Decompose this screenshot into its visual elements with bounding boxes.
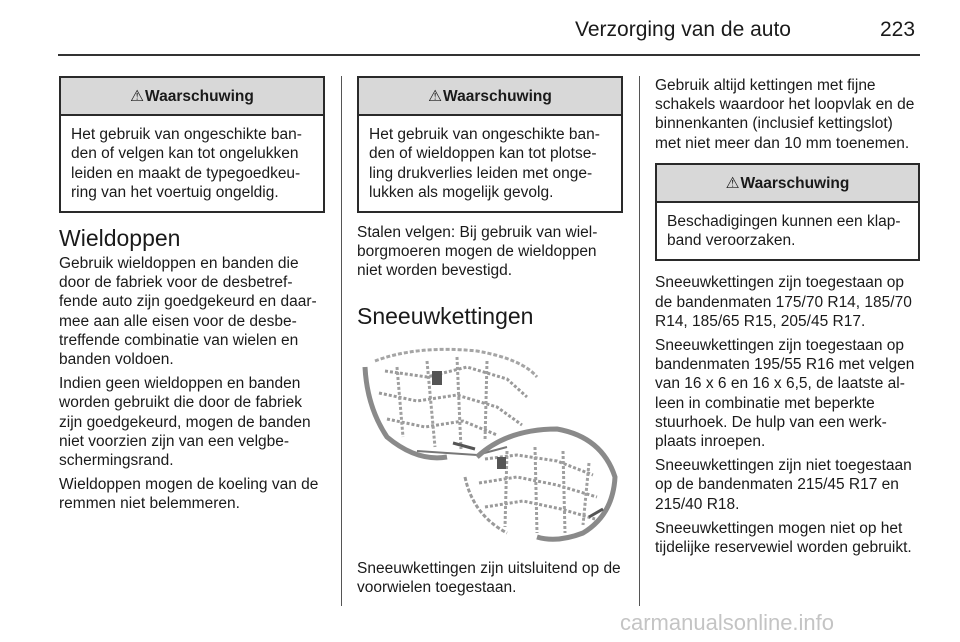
warning-box: [655, 163, 920, 262]
warning-triangle-icon: ⚠: [130, 88, 145, 105]
paragraph: Sneeuwkettingen zijn toegestaan op de bandenmaten 175/70 R14, 185/70 R14, 185/65 R15, 205/45 R17.: [655, 274, 912, 330]
warning-header: [359, 78, 621, 116]
column-2: [357, 76, 623, 602]
warning-header: [657, 165, 918, 203]
warning-triangle-icon: ⚠: [428, 88, 443, 105]
warning-box: [59, 76, 325, 213]
warning-text: Het gebruik van ongeschikte ban-den of velgen kan tot ongelukken leiden en maakt de typegoedkeu-ring van het voertuig ongeldig.: [71, 126, 302, 201]
column-1: [59, 76, 325, 519]
warning-triangle-icon: ⚠: [725, 174, 740, 192]
section-heading-sneeuwkettingen: Sneeuwkettingen: [357, 302, 534, 329]
warning-title: Waarschuwing: [740, 174, 850, 192]
snow-chains-illustration: [357, 337, 621, 547]
paragraph: Sneeuwkettingen zijn toegestaan op bandenmaten 195/55 R16 met velgen van 16 x 6 en 16 x 6,5, de laatste al-leen in combinatie met beperkte stuurhoek. De hulp van een werk-plaats inroepen.: [655, 337, 915, 451]
paragraph: Stalen velgen: Bij gebruik van wiel-borgmoeren mogen de wieldoppen niet worden bevestigd.: [357, 224, 598, 280]
paragraph: Gebruik altijd kettingen met fijne schakels waardoor het loopvlak en de binnenkanten (inclusief kettingslot) met niet meer dan 10 mm toenemen.: [655, 77, 915, 152]
page-number: 223: [880, 18, 916, 41]
warning-title: Waarschuwing: [145, 88, 254, 105]
figure-caption: Sneeuwkettingen zijn uitsluitend op de voorwielen toegestaan.: [357, 559, 621, 596]
paragraph: Gebruik wieldoppen en banden die door de fabriek voor de desbetref-fende auto zijn goedgekeurd en daar-mee aan alle eisen voor de desbe-treffende combinatie van wielen en banden voldoen.: [59, 255, 317, 369]
warning-text: Het gebruik van ongeschikte ban-den of wieldoppen kan tot plotse-ling drukverlies leiden met onge-lukken als mogelijk gevolg.: [369, 126, 600, 201]
watermark: carmanualsonline.info: [620, 610, 835, 635]
paragraph: Sneeuwkettingen mogen niet op het tijdelijke reservewiel worden gebruikt.: [655, 519, 912, 557]
column-divider: [341, 76, 342, 606]
warning-title: Waarschuwing: [443, 88, 552, 105]
page-header-title: Verzorging van de auto: [575, 18, 791, 41]
section-heading-wieldoppen: Wieldoppen: [59, 225, 181, 252]
column-divider: [639, 76, 640, 606]
warning-box: [357, 76, 623, 213]
paragraph: Indien geen wieldoppen en banden worden gebruikt die door de fabriek zijn goedgekeurd, mogen de banden niet voorzien zijn van een velgbe-schermingsrand.: [59, 375, 311, 470]
column-3: [655, 76, 920, 562]
warning-text: Beschadigingen kunnen een klap-band veroorzaken.: [667, 213, 901, 250]
paragraph: Wieldoppen mogen de koeling van de remmen niet belemmeren.: [59, 476, 319, 513]
warning-header: [61, 78, 323, 116]
header-rule: [58, 54, 920, 56]
paragraph: Sneeuwkettingen zijn niet toegestaan op de bandenmaten 215/45 R17 en 215/40 R18.: [655, 457, 912, 513]
